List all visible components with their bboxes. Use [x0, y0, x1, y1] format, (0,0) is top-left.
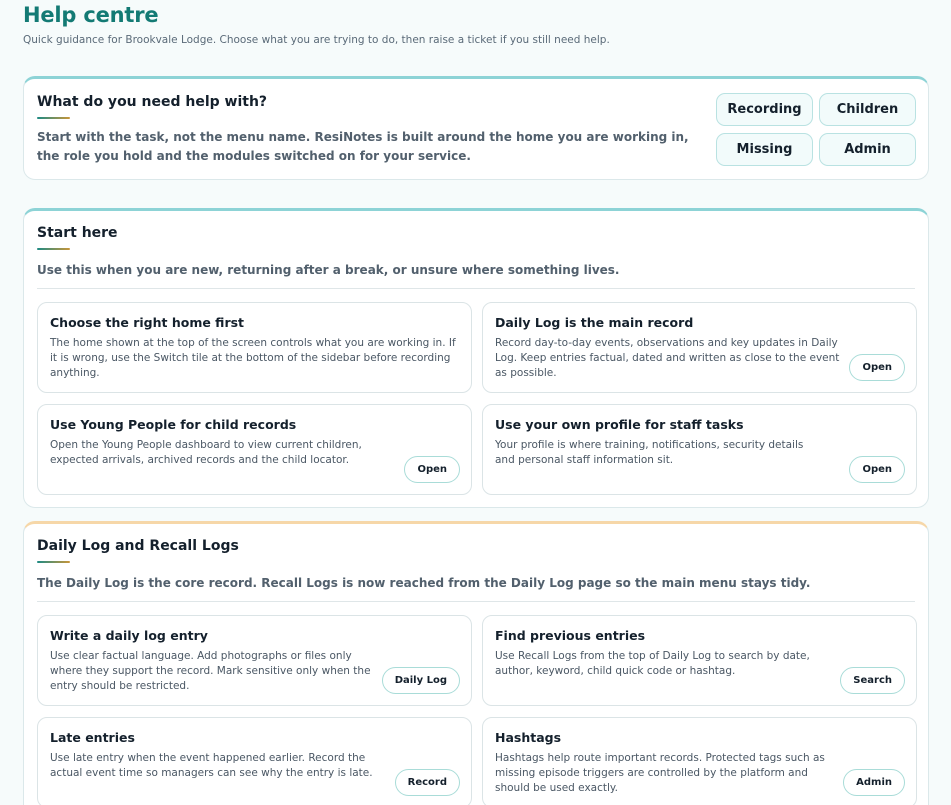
page-title: Help centre	[23, 3, 159, 27]
title-accent	[37, 248, 70, 250]
chip-admin[interactable]: Admin	[819, 133, 916, 166]
tile-description: Open the Young People dashboard to view current children, expected arrivals, archived records and the child locator.	[50, 439, 362, 466]
record-button[interactable]: Record	[395, 769, 460, 796]
card-title: What do you need help with?	[37, 94, 268, 110]
card-description: The Daily Log is the core record. Recall Logs is now reached from the Daily Log page so the main menu stays tidy.	[37, 576, 811, 590]
chip-children[interactable]: Children	[819, 93, 916, 126]
tile-title: Late entries	[50, 730, 135, 745]
open-young-people-button[interactable]: Open	[404, 456, 460, 483]
tile-title: Write a daily log entry	[50, 628, 208, 643]
tile-own-profile	[482, 404, 917, 495]
tile-title: Daily Log is the main record	[495, 315, 694, 330]
tile-young-people	[37, 404, 472, 495]
tile-description: Use Recall Logs from the top of Daily Log to search by date, author, keyword, child quick code or hashtag.	[495, 650, 810, 677]
chip-recording[interactable]: Recording	[716, 93, 813, 126]
tile-title: Choose the right home first	[50, 315, 245, 330]
admin-button[interactable]: Admin	[843, 769, 905, 796]
page-subtitle: Quick guidance for Brookvale Lodge. Choose what you are trying to do, then raise a ticket if you still need help.	[23, 34, 610, 46]
divider	[37, 601, 915, 602]
search-button[interactable]: Search	[840, 667, 905, 694]
tile-title: Hashtags	[495, 730, 562, 745]
tile-find-entries	[482, 615, 917, 706]
tile-description: The home shown at the top of the screen controls what you are working in. If it is wrong, use the Switch tile at the bottom of the sidebar before recording anything.	[50, 337, 456, 379]
tile-daily-log-main	[482, 302, 917, 393]
daily-log-card	[23, 521, 929, 805]
tile-title: Find previous entries	[495, 628, 646, 643]
daily-log-button[interactable]: Daily Log	[382, 667, 460, 694]
divider	[37, 288, 915, 289]
tile-description: Record day-to-day events, observations and key updates in Daily Log. Keep entries factual, dated and written as close to the event as possible.	[495, 337, 840, 379]
tile-description: Use clear factual language. Add photographs or files only where they support the record. Mark sensitive only when the entry should be restricted.	[50, 650, 371, 692]
start-here-card	[23, 208, 929, 508]
tile-write-entry	[37, 615, 472, 706]
title-accent	[37, 561, 70, 563]
tile-choose-home	[37, 302, 472, 393]
title-accent	[37, 117, 70, 119]
open-profile-button[interactable]: Open	[849, 456, 905, 483]
tile-description: Your profile is where training, notifications, security details and personal staff information sit.	[495, 439, 804, 466]
card-description: Start with the task, not the menu name. ResiNotes is built around the home you are working in, the role you hold and the modules switched on for your service.	[37, 130, 689, 163]
help-topics-card	[23, 76, 929, 180]
tile-description: Use late entry when the event happened earlier. Record the actual event time so managers can see why the entry is late.	[50, 752, 373, 779]
tile-hashtags	[482, 717, 917, 805]
card-description: Use this when you are new, returning after a break, or unsure where something lives.	[37, 263, 620, 277]
card-title: Start here	[37, 225, 118, 241]
tile-title: Use your own profile for staff tasks	[495, 417, 744, 432]
open-daily-log-button[interactable]: Open	[849, 354, 905, 381]
tile-late-entries	[37, 717, 472, 805]
tile-title: Use Young People for child records	[50, 417, 297, 432]
chip-missing[interactable]: Missing	[716, 133, 813, 166]
tile-description: Hashtags help route important records. Protected tags such as missing episode triggers are controlled by the platform and should be used exactly.	[495, 752, 825, 794]
card-title: Daily Log and Recall Logs	[37, 538, 239, 554]
